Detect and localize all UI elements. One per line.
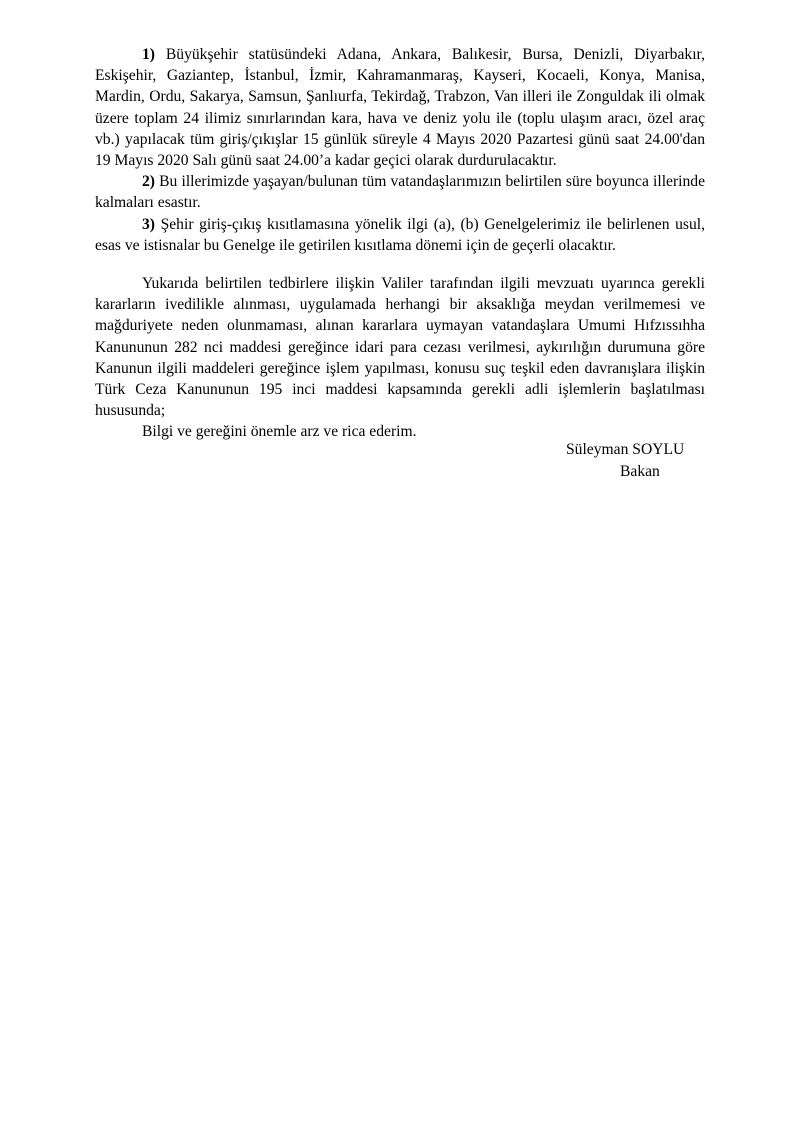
- item-number: 3): [142, 215, 155, 233]
- paragraph-item-2: [95, 171, 705, 213]
- signature-block: [566, 439, 706, 482]
- paragraph-closing: Bilgi ve gereğini önemle arz ve rica ederim.: [142, 423, 417, 441]
- paragraph-spacer: [95, 256, 705, 273]
- paragraph-text: Şehir giriş-çıkış kısıtlamasına yönelik ilgi (a), (b) Genelgelerimiz ile belirlenen usul, esas ve istisnalar bu Genelge ile getirilen kısıtlama dönemi için de geçerli olacaktır.: [95, 215, 705, 254]
- paragraph-item-3: [95, 214, 705, 256]
- item-number: 2): [142, 173, 155, 191]
- paragraph-text: Büyükşehir statüsündeki Adana, Ankara, Balıkesir, Bursa, Denizli, Diyarbakır, Eskişehir, Gaziantep, İstanbul, İzmir, Kahramanmaraş, Kayseri, Kocaeli, Konya, Manisa, Mardin, Ordu, Sakarya, Samsun, Şanlıurfa, Tekirdağ, Trabzon, Van illeri ile Zonguldak ili olmak üzere toplam 24 ilimiz sınırlarından kara, hava ve deniz yolu ile (toplu ulaşım aracı, özel araç vb.) yapılacak tüm giriş/çıkışlar 15 günlük süreyle 4 Mayıs 2020 Pazartesi günü saat 24.00'dan 19 Mayıs 2020 Salı günü saat 24.00’a kadar geçici olarak durdurulacaktır.: [95, 46, 705, 170]
- signatory-title: Bakan: [620, 462, 660, 480]
- paragraph-text: Bu illerimizde yaşayan/bulunan tüm vatandaşlarımızın belirtilen süre boyunca illerinde kalmaları esastır.: [95, 173, 705, 212]
- paragraph-measures: Yukarıda belirtilen tedbirlere ilişkin Valiler tarafından ilgili mevzuatı uyarınca gerekli kararların ivedilikle alınması, uygulamada herhangi bir aksaklığa meydan verilmemesi ve mağduriyete neden olunmaması, alınan kararlara uymayan vatandaşlara Umumi Hıfzıssıhha Kanununun 282 nci maddesi gereğince idari para cezası verilmesi, aykırılığın durumuna göre Kanunun ilgili maddeleri gereğince işlem yapılması, konusu suç teşkil eden davranışlara ilişkin Türk Ceza Kanununun 195 inci maddesi kapsamında gerekli adli işlemlerin başlatılması hususunda;: [95, 275, 705, 420]
- paragraph-item-1: [95, 44, 705, 171]
- signatory-name: Süleyman SOYLU: [566, 441, 685, 458]
- document-body: [95, 44, 705, 443]
- item-number: 1): [142, 46, 155, 63]
